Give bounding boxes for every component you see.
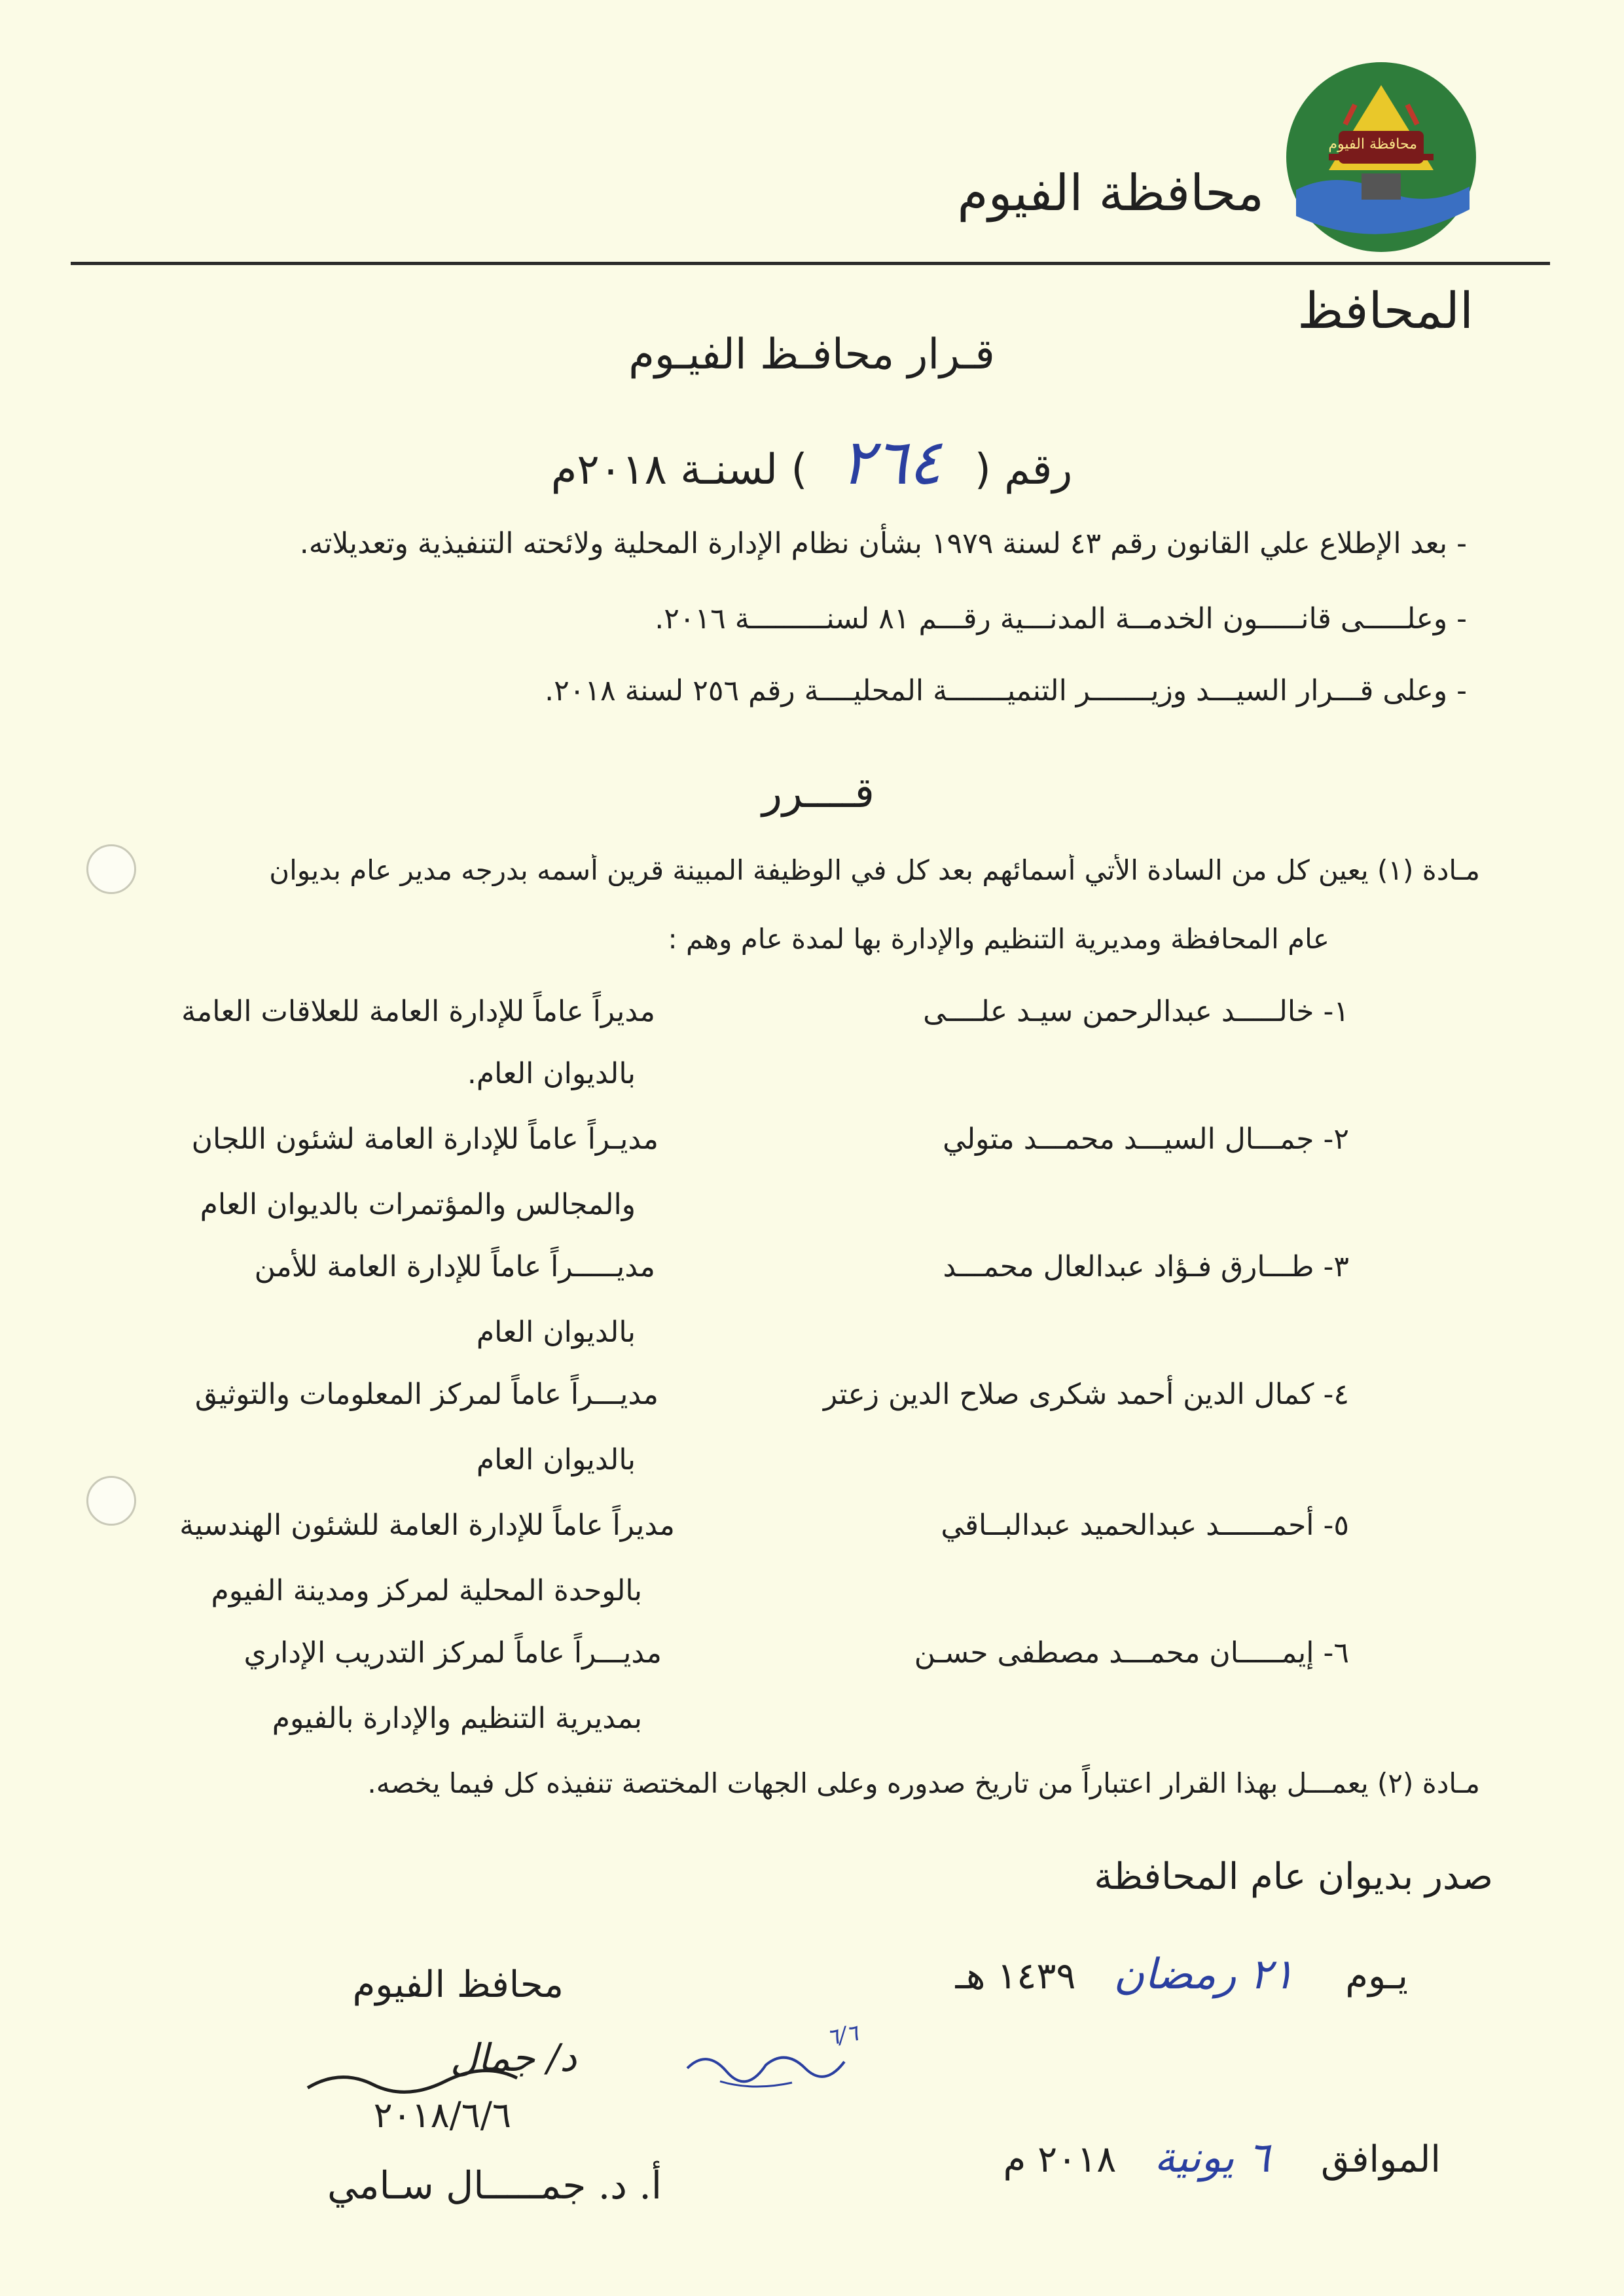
initials-note: ٦/٦ (824, 2020, 861, 2051)
gregorian-year: ٢٠١٨ م (1003, 2138, 1117, 2181)
gregorian-label: الموافق (1321, 2138, 1441, 2181)
emblem-text: محافظة الفيوم (1328, 136, 1417, 152)
number-prefix: رقم ( (974, 446, 1073, 494)
appointee-title-cont: بالديوان العام (476, 1316, 636, 1349)
gregorian-date (1003, 2134, 1441, 2182)
appointee-name: ٦- إيمـــــان محمـــد مصطفى حسـن (914, 1636, 1349, 1670)
hijri-day-label: يـوم (1345, 1955, 1408, 1998)
signature: د/ جمال (450, 2036, 577, 2080)
office-label: المحافظ (1297, 281, 1473, 340)
decided-heading: قــــرر (762, 769, 875, 817)
appointee-title-cont: بالوحدة المحلية لمركز ومدينة الفيوم (211, 1574, 642, 1607)
hijri-date (955, 1950, 1408, 1999)
appointee-title: مديـــــراً عاماً للإدارة العامة للأمن (254, 1250, 655, 1283)
signature-date: ٢٠١٨/٦/٦ (373, 2094, 511, 2136)
preamble-line-2: - وعلـــــى قانـــــون الخدمــة المدنـــية رقـــم ٨١ لسنـــــــــة ٢٠١٦. (655, 602, 1467, 636)
appointee-name: ٤- كمال الدين أحمد شكرى صلاح الدين زعتر (823, 1378, 1349, 1411)
appointee-name: ٥- أحمــــــد عبدالحميد عبدالبــاقي (941, 1509, 1349, 1542)
appointee-title: مديراً عاماً للإدارة العامة للشئون الهندسية (179, 1509, 675, 1542)
preamble-line-1: - بعد الإطلاع علي القانون رقم ٤٣ لسنة ١٩٧٩ بشأن نظام الإدارة المحلية ولائحته التنفيذية وتعديلاته. (299, 527, 1467, 560)
header-divider (71, 262, 1550, 265)
decree-number-handwritten: ٢٦٤ (840, 425, 942, 499)
appointee-title: مديراً عاماً للإدارة العامة للعلاقات العامة (181, 995, 655, 1028)
signatory-title: محافظ الفيوم (352, 1964, 564, 2006)
decree-title: قـرار محافـظ الفيـوم (628, 331, 995, 379)
initials-scribble (681, 2036, 851, 2094)
issued-at: صدر بديوان عام المحافظة (1094, 1856, 1493, 1898)
governorate-name: محافظة الفيوم (957, 164, 1264, 222)
appointee-title-cont: بمديرية التنظيم والإدارة بالفيوم (272, 1702, 642, 1735)
appointee-title: مديـــراً عاماً لمركز التدريب الإداري (244, 1636, 662, 1670)
appointee-name: ٣- طـــارق فـؤاد عبدالعال محمـــد (943, 1250, 1349, 1283)
punch-hole (86, 844, 136, 894)
appointee-name: ٢- جمـــال السيـــد محمـــد متولي (943, 1122, 1349, 1156)
number-suffix: ) لسنـة ٢٠١٨م (550, 446, 808, 494)
appointee-title-cont: بالديوان العام (476, 1443, 636, 1477)
article-1-line-1: مـادة (١) يعين كل من السادة الأتي أسمائهم بعد كل في الوظيفة المبينة قرين أسمه بدرجه مدير عام بديوان (269, 854, 1480, 886)
appointee-name: ١- خالـــــد عبدالرحمن سيـد علــــى (923, 995, 1349, 1028)
appointee-title-cont: بالديوان العام. (467, 1057, 636, 1090)
article-2: مـادة (٢) يعمـــل بهذا القرار اعتباراً من تاريخ صدوره وعلى الجهات المختصة تنفيذه كل فيما يخصه. (367, 1767, 1480, 1799)
hijri-year: ١٤٣٩ هـ (955, 1955, 1076, 1998)
appointee-title: مديـراً عاماً للإدارة العامة لشئون اللجان (191, 1122, 659, 1156)
hijri-handwritten: ٢١ رمضان (1113, 1950, 1295, 1999)
decree-number-line (458, 425, 1165, 499)
signatory-name: أ. د. جمـــــال سـامي (327, 2163, 662, 2208)
appointee-title: مديـــراً عاماً لمركز المعلومات والتوثيق (194, 1378, 659, 1411)
preamble-line-3: - وعلى قـــرار السيـــد وزيـــــــر التنميـــــــة المحليــــة رقم ٢٥٦ لسنة ٢٠١٨. (545, 674, 1467, 708)
article-1-line-2: عام المحافظة ومديرية التنظيم والإدارة بها لمدة عام وهم : (668, 923, 1329, 955)
governorate-emblem (1283, 59, 1479, 255)
punch-hole (86, 1476, 136, 1526)
gregorian-handwritten: ٦ يونية (1154, 2134, 1271, 2182)
appointee-title-cont: والمجالس والمؤتمرات بالديوان العام (200, 1188, 636, 1221)
